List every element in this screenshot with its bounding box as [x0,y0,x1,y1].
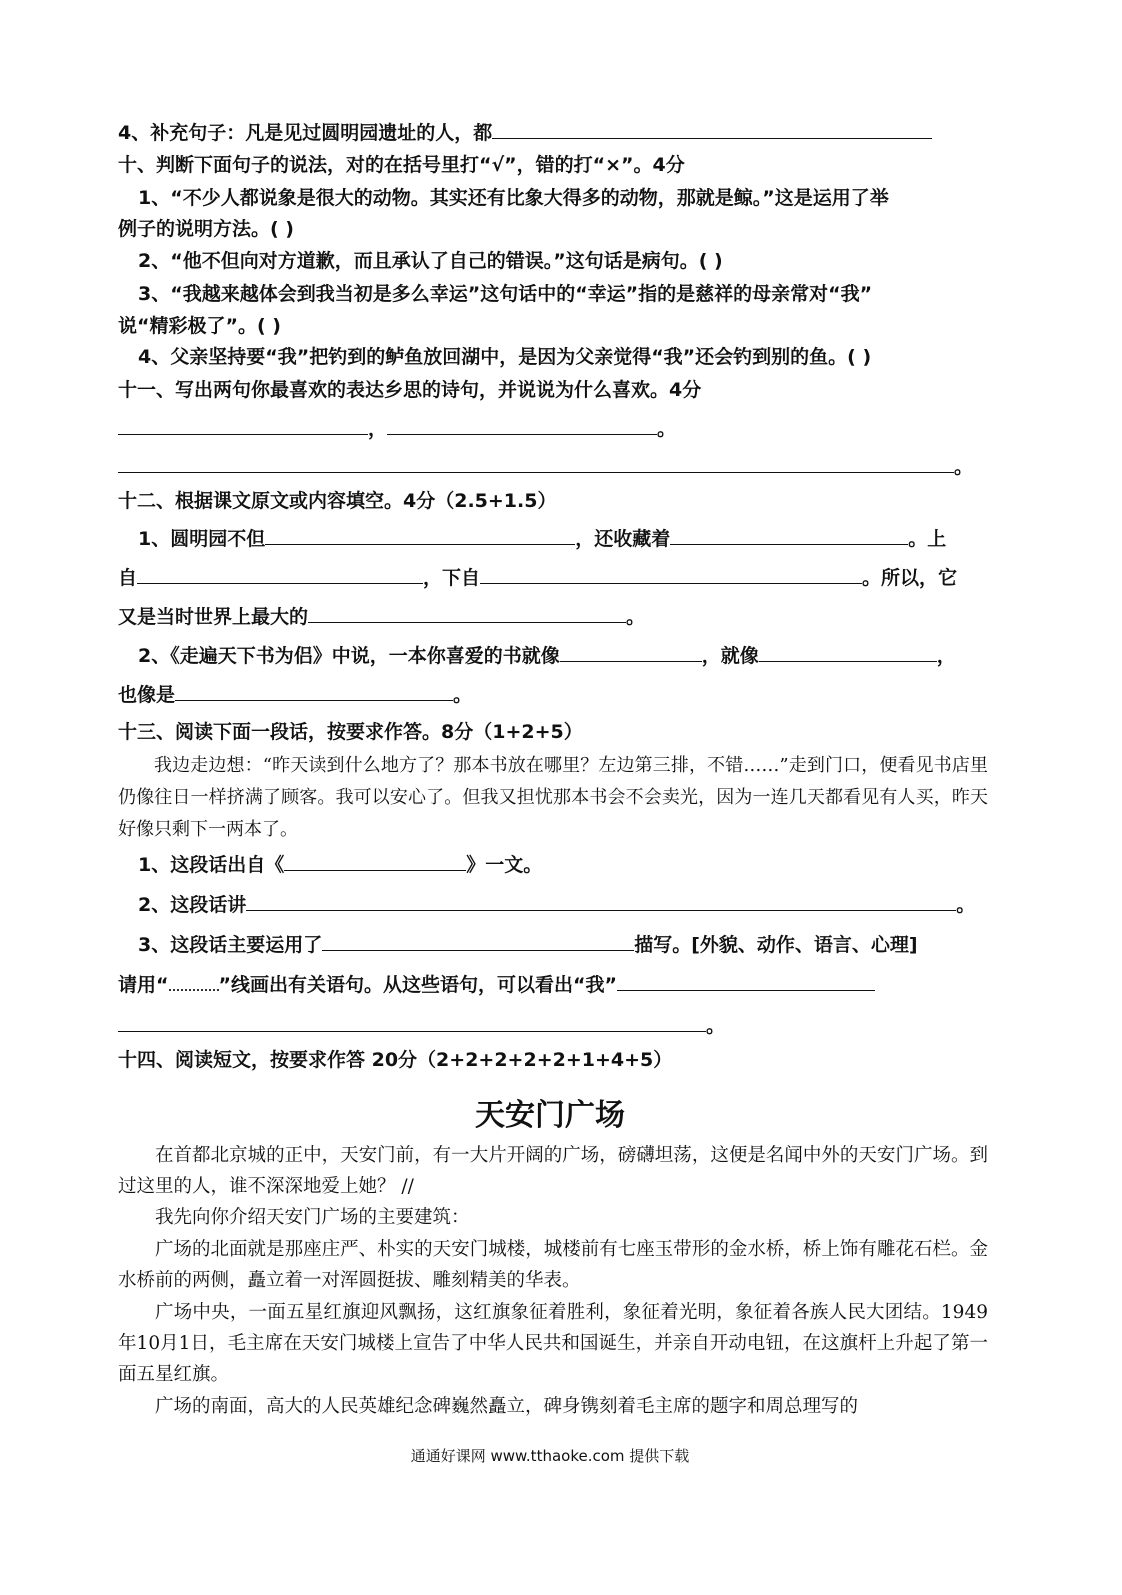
answer-blank[interactable] [308,602,626,623]
text: 自 [118,567,138,589]
answer-blank[interactable] [265,524,575,545]
answer-blank[interactable] [492,118,932,139]
q11-header: 十一、写出两句你最喜欢的表达乡思的诗句，并说说为什么喜欢。4分 [118,379,702,401]
q10-item3-line1: 3、“我越来越体会到我当初是多么幸运”这句话中的“幸运”指的是慈祥的母亲常对“我” [138,283,873,305]
passage-paragraph-3: 广场的北面就是那座庄严、朴实的天安门城楼，城楼前有七座玉带形的金水桥，桥上饰有雕花石栏。金水桥前的两侧，矗立着一对浑圆挺拔、雕刻精美的华表。 [118,1239,988,1291]
text: ，还收藏着 [575,528,671,550]
q13-item2 [138,890,975,920]
text: 1、这段话出自《 [138,854,285,876]
text: 2、《走遍天下书为侣》中说，一本你喜爱的书就像 [138,645,560,667]
text: 1、圆明园不但 [138,528,266,550]
q14-header: 十四、阅读短文，按要求作答 20分（2+2+2+2+2+1+4+5） [118,1049,673,1071]
answer-blank[interactable] [480,563,862,584]
q10-header: 十、判断下面句子的说法，对的在括号里打“√”，错的打“×”。4分 [118,154,685,176]
text: ”线画出有关语句。从这些语句，可以看出“我” [218,974,617,996]
answer-blank[interactable] [759,641,937,662]
text: 》一文。 [466,854,543,876]
q13-item3-line1 [138,930,918,960]
answer-blank[interactable] [118,1011,706,1032]
answer-blank[interactable] [137,563,423,584]
q12-item1-line3 [118,602,645,632]
q13-item1 [138,850,542,880]
text: 。 [956,894,976,916]
comma: ， [368,418,388,440]
text: 描写。[外貌、动作、语言、心理] [634,934,918,956]
text: 。上 [908,528,947,550]
passage-title: 天安门广场 [475,1098,625,1133]
text: 。 [453,684,473,706]
answer-blank[interactable] [118,452,954,473]
answer-blank[interactable] [175,680,453,701]
q10-item3-line2: 说“精彩极了”。( ) [118,315,281,337]
q9-item4-text: 4、补充句子：凡是见过圆明园遗址的人，都 [118,122,493,144]
text: 2、这段话讲 [138,894,247,916]
text: 又是当时世界上最大的 [118,606,309,628]
answer-blank[interactable] [284,850,466,871]
text: 3、这段话主要运用了 [138,934,323,956]
period: 。 [657,418,677,440]
q12-item2-line1 [138,641,956,671]
text: 。所以，它 [862,567,958,589]
answer-blank[interactable] [670,524,908,545]
period: 。 [954,456,974,478]
q10-item2: 2、“他不但向对方道歉，而且承认了自己的错误。”这句话是病句。( ) [138,250,723,272]
q10-item1-line1: 1、“不少人都说象是很大的动物。其实还有比象大得多的动物，那就是鲸。”这是运用了举 [138,187,889,209]
q9-item4 [118,118,932,148]
q11-answer-line1 [118,414,676,444]
answer-blank[interactable] [118,414,368,435]
text: 。 [706,1015,726,1037]
text: ，就像 [701,645,759,667]
answer-blank[interactable] [560,641,702,662]
q11-answer-line2 [118,452,973,482]
q12-header: 十二、根据课文原文或内容填空。4分（2.5+1.5） [118,490,557,512]
passage-paragraph-1: 在首都北京城的正中，天安门前，有一大片开阔的广场，磅礴坦荡，这便是名闻中外的天安门广场。到过这里的人，谁不深深地爱上她？ // [118,1145,988,1197]
q10-item1-line2: 例子的说明方法。( ) [118,218,294,240]
footer-watermark: 通通好课网 www.tthaoke.com 提供下载 [410,1447,690,1465]
passage-paragraph-2: 我先向你介绍天安门广场的主要建筑： [155,1207,470,1228]
answer-blank[interactable] [246,890,956,911]
q13-item3-line2 [118,970,875,1000]
q12-item2-line2 [118,680,472,710]
passage-paragraph-5: 广场的南面，高大的人民英雄纪念碑巍然矗立，碑身镌刻着毛主席的题字和周总理写的 [155,1396,859,1417]
answer-blank[interactable] [387,414,657,435]
text: ， [936,645,956,667]
wavy-line-mark [169,973,219,991]
q13-passage: 我边走边想：“昨天读到什么地方了？那本书放在哪里？左边第三排，不错……”走到门口，便看见书店里仍像往日一样挤满了顾客。我可以安心了。但我又担忧那本书会不会卖光，因为一连几天都看见有人买，昨天好像只剩下一两本了。 [118,755,988,840]
answer-blank[interactable] [322,930,634,951]
text: 请用“ [118,974,169,996]
answer-blank[interactable] [617,970,875,991]
q13-header: 十三、阅读下面一段话，按要求作答。8分（1+2+5） [118,721,583,743]
q12-item1-line1 [138,524,946,554]
q10-item4: 4、父亲坚持要“我”把钓到的鲈鱼放回湖中，是因为父亲觉得“我”还会钓到别的鱼。( ) [138,346,872,368]
passage-paragraph-4: 广场中央，一面五星红旗迎风飘扬，这红旗象征着胜利，象征着光明，象征着各族人民大团结。1949年10月1日，毛主席在天安门城楼上宣告了中华人民共和国诞生，并亲自开动电钮，在这旗杆上升起了第一面五星红旗。 [118,1302,988,1385]
text: ，下自 [423,567,481,589]
q13-item3-line3 [118,1011,725,1041]
text: 也像是 [118,684,176,706]
q12-item1-line2 [118,563,957,593]
text: 。 [626,606,646,628]
